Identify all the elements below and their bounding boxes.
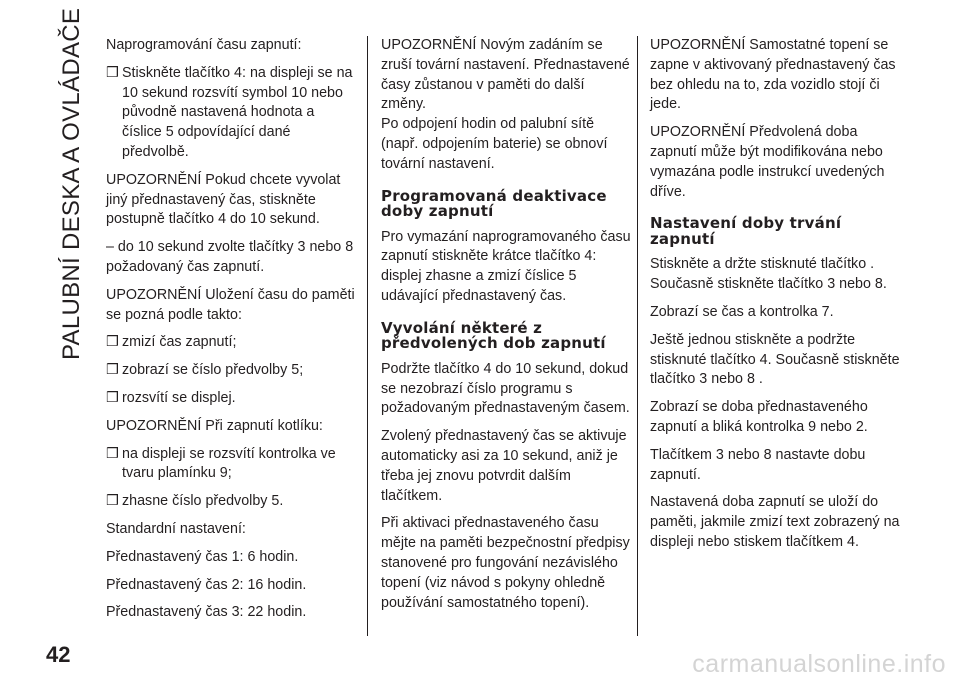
bullet-item — [106, 445, 356, 485]
paragraph: Standardní nastavení: — [106, 520, 246, 537]
text-column-1 — [106, 36, 356, 631]
bullet-text: zhasne číslo předvolby 5. — [122, 493, 284, 510]
paragraph: Při aktivaci přednastaveného času mějte na paměti bezpečnostní předpisy stanovené pro fungování nezávislého topení (viz návod s pokyny ohledně používání samostatného topení). — [381, 515, 630, 611]
bullet-item — [106, 64, 356, 163]
bullet-item — [106, 389, 356, 409]
bullet-item — [106, 333, 356, 353]
bullet-text: zmizí čas zapnutí; — [122, 334, 237, 351]
paragraph: – do 10 sekund zvolte tlačítky 3 nebo 8 požadovaný čas zapnutí. — [106, 239, 354, 275]
paragraph: UPOZORNĚNÍ Při zapnutí kotlíku: — [106, 417, 323, 434]
section-heading: Programovaná deaktivace doby zapnutí — [381, 186, 607, 221]
section-heading: Vyvolání některé z předvolených dob zapnutí — [381, 318, 606, 353]
checkbox-bullet-icon: ❒ — [106, 64, 119, 81]
column-divider — [367, 36, 368, 636]
paragraph: Podržte tlačítko 4 do 10 sekund, dokud se nezobrazí číslo programu s požadovaným přednastaveným časem. — [381, 360, 630, 417]
paragraph: Zvolený přednastavený čas se aktivuje automaticky asi za 10 sekund, aniž je třeba jej znovu potvrdit dalším tlačítkem. — [381, 428, 627, 504]
paragraph: Přednastavený čas 1: 6 hodin. — [106, 548, 299, 565]
paragraph: Zobrazí se čas a kontrolka 7. — [650, 303, 834, 320]
section-title-text: PALUBNÍ DESKA A OVLÁDAČE — [58, 7, 85, 360]
checkbox-bullet-icon: ❒ — [106, 389, 119, 406]
paragraph: UPOZORNĚNÍ Novým zadáním se zruší tovární nastavení. Přednastavené časy zůstanou v paměti do další změny. — [381, 37, 630, 113]
column-divider — [637, 36, 638, 636]
paragraph: UPOZORNĚNÍ Uložení času do paměti se pozná podle takto: — [106, 286, 355, 323]
paragraph: Nastavená doba zapnutí se uloží do paměti, jakmile zmizí text zobrazený na displeji nebo stiskem tlačítkem 4. — [650, 494, 900, 550]
paragraph: Přednastavený čas 2: 16 hodin. — [106, 576, 307, 593]
section-title-vertical — [52, 7, 92, 360]
bullet-item — [106, 492, 356, 512]
paragraph: UPOZORNĚNÍ Pokud chcete vyvolat jiný přednastavený čas, stiskněte postupně tlačítko 4 do 10 sekund. — [106, 171, 341, 228]
paragraph: Ještě jednou stiskněte a podržte stisknuté tlačítko 4. Současně stiskněte tlačítko 3 nebo 8 . — [650, 331, 900, 388]
page-number: 42 — [46, 642, 71, 667]
paragraph: Po odpojení hodin od palubní sítě (např. odpojením baterie) se obnoví tovární nastavení. — [381, 116, 608, 172]
bullet-text: rozsvítí se displej. — [122, 389, 236, 406]
paragraph: Přednastavený čas 3: 22 hodin. — [106, 604, 307, 621]
checkbox-bullet-icon: ❒ — [106, 334, 119, 351]
bullet-text: Stiskněte tlačítko 4: na displeji se na 10 sekund rozsvítí symbol 10 nebo původně nastavená hodnota a číslice 5 odpovídající dané předvolbě. — [122, 64, 353, 160]
paragraph: Stiskněte a držte stisknuté tlačítko . Současně stiskněte tlačítko 3 nebo 8. — [650, 256, 887, 293]
bullet-text: zobrazí se číslo předvolby 5; — [122, 362, 304, 379]
checkbox-bullet-icon: ❒ — [106, 445, 119, 462]
paragraph: Pro vymazání naprogramovaného času zapnutí stiskněte krátce tlačítko 4: displej zhasne a zmizí číslice 5 udávající přednastavený čas. — [381, 228, 631, 304]
watermark: carmanualsonline.info — [692, 650, 946, 678]
text-column-2 — [381, 36, 631, 621]
bullet-text: na displeji se rozsvítí kontrolka ve tvaru plamínku 9; — [122, 445, 336, 482]
paragraph: UPOZORNĚNÍ Předvolená doba zapnutí může být modifikována nebo vymazána podle instrukcí uvedených dříve. — [650, 124, 885, 200]
paragraph: Tlačítkem 3 nebo 8 nastavte dobu zapnutí. — [650, 446, 866, 483]
paragraph: Zobrazí se doba přednastaveného zapnutí a bliká kontrolka 9 nebo 2. — [650, 399, 868, 435]
checkbox-bullet-icon: ❒ — [106, 493, 119, 510]
section-heading: Nastavení doby trvání zapnutí — [650, 214, 842, 248]
text-column-3 — [650, 36, 900, 561]
paragraph: Naprogramování času zapnutí: — [106, 37, 302, 53]
bullet-item — [106, 361, 356, 381]
checkbox-bullet-icon: ❒ — [106, 362, 119, 379]
paragraph: UPOZORNĚNÍ Samostatné topení se zapne v aktivovaný přednastavený čas bez ohledu na to, zda vozidlo stojí či jede. — [650, 37, 896, 113]
